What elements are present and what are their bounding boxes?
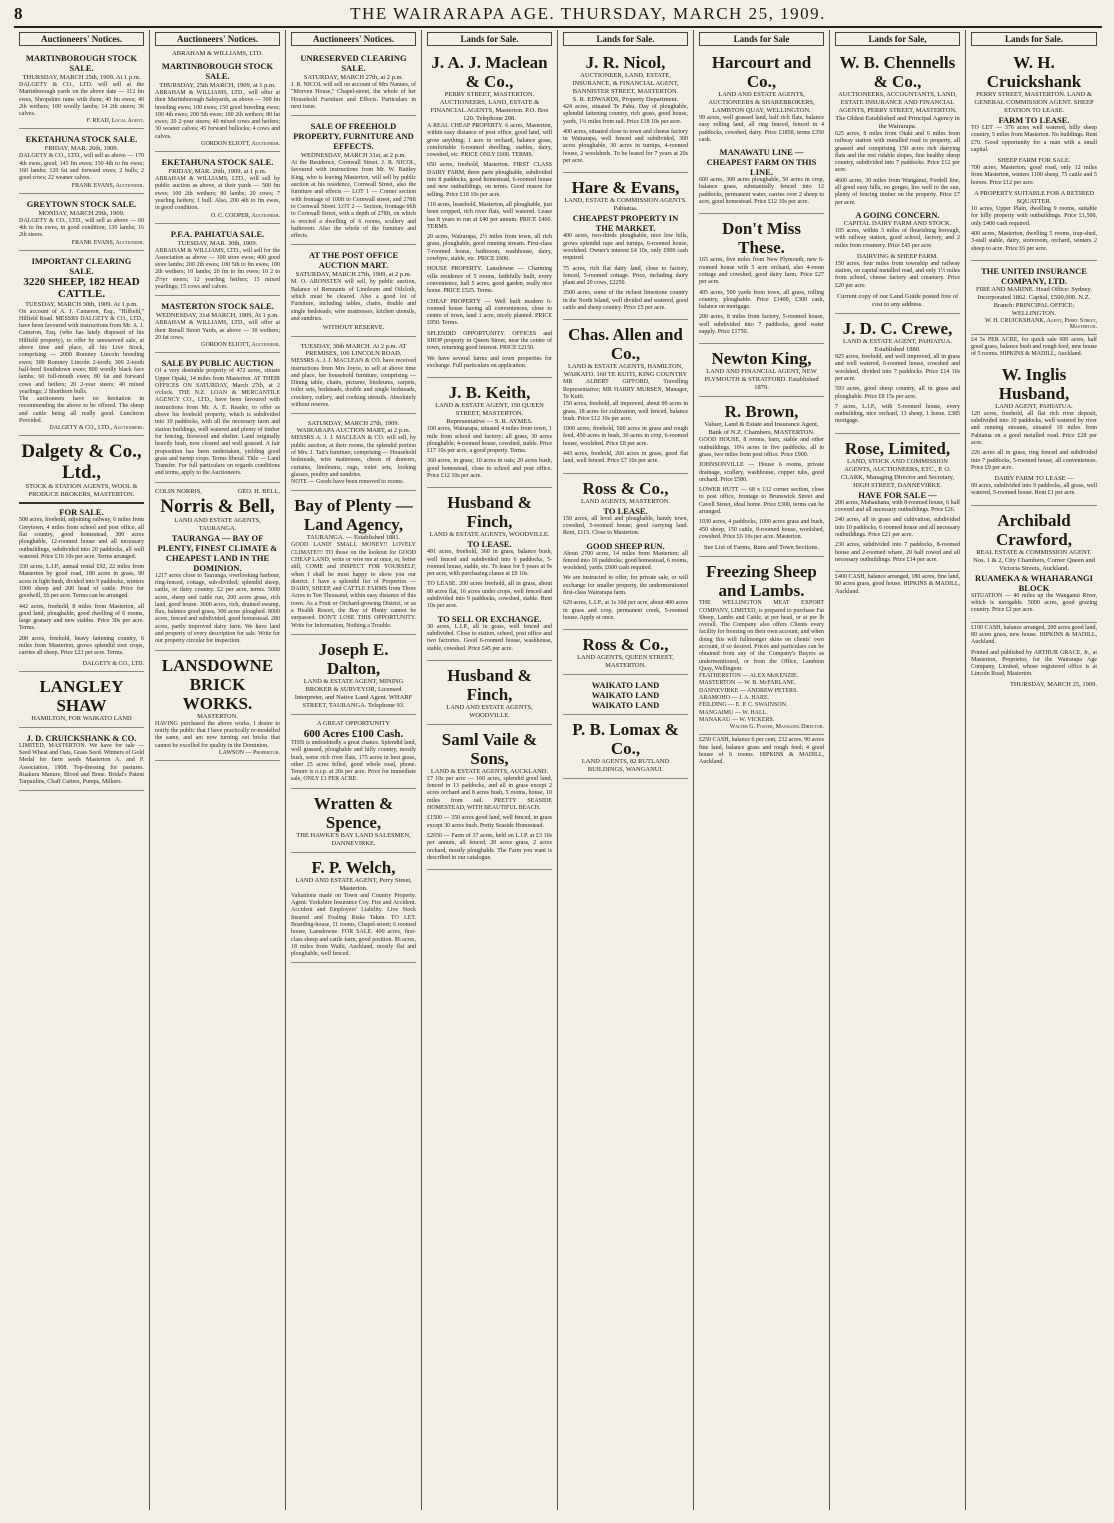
columns xyxy=(14,30,1102,1510)
ad-subtitle: PERRY STREET, MASTERTON. LAND & GENERAL COMMISSION AGENT. SHEEP STATION TO LEASE. xyxy=(974,91,1094,114)
buyer: MASTERTON — W. B. McFARLANE. xyxy=(699,680,796,687)
advertisement xyxy=(563,476,688,631)
section-heading: FARM TO LEASE. xyxy=(998,115,1070,125)
ad-title: Chas. Allen and Co., xyxy=(568,325,683,364)
listing: £100 CASH, balance arranged, 200 acres good land, 80 acres grass, new house. HIPKINS & MADILL, Auckland. xyxy=(971,624,1097,646)
ad-body: ABRAHAM & WILLIAMS, LTD., will offer at their Martinborough Saleyards, as above — 300 fm breeding ewes; 100 ewes; 150 good breeding ewes; 100 4th ewes; 200 5th ewes; 100 2th wethers; 80 fat ewes; 20 2-year steers; 40 mixed cows and heifers; 30 weaner calves; 45 forward bullocks; 4 cows and calves. xyxy=(155,90,280,140)
ad-title: J. D. CRUICKSHANK & CO. xyxy=(26,732,137,743)
ad-subtitle: THE HAWKE'S BAY LAND SALESMEN, DANNEVIRKE. xyxy=(296,831,411,847)
ad-headline: TAURANGA — BAY OF PLENTY, FINEST CLIMATE & CHEAPEST LAND IN THE DOMINION. xyxy=(157,532,278,573)
ad-subtitle: LAND, STOCK AND COMMISSION AGENTS, AUCTIONEERS, ETC., P. O. CLARK, Managing Director and Secretary, HIGH STREET, DANNEVIRKE. xyxy=(840,457,955,489)
ad-subtitle: AUCTIONEERS, ACCOUNTANTS, LAND, ESTATE INSURANCE AND FINANCIAL AGENTS, PERRY STREET, MASTERTON. xyxy=(838,91,957,114)
ad-partners xyxy=(155,488,280,496)
ad-representative: MR ALBERT GIFFORD, Travelling Representative; MR HARRY MURSEN, Manager, Te Kuiti. xyxy=(563,379,688,400)
advertisement xyxy=(19,131,144,193)
advertisement xyxy=(291,416,416,491)
ad-subtitle: LAND & ESTATE AGENTS, AUCKLAND. xyxy=(430,767,549,775)
listing: 165 acres, five miles from New Plymouth, new 6-roomed house with 5 acre orchard, also 4-room cottage and cowshed, good dairy farm. Price £27 per acre. xyxy=(699,257,824,286)
advertisement xyxy=(563,717,688,779)
ad-body: On account of A. J. Cameron, Esq., "Hilfield," Hilfield Road. MESSRS DALGETY & CO., LTD., have been favoured with instructions from Mr. A. J. Cameron, Esq. (who has lately disposed of his Hilfield property), to offer by unreserved sale, at above time and place, all his Live Stock, comprising — 2000 Romney Lincoln breeding ewes; 300 Romney Lincoln 2-tooth; 300 2-tooth half-bred Southdown ewes; 800 woolly black face lambs; 60 full-mouth ewes; 80 fat and forward cows and heifers; 20 2-year steers; 40 mixed yearlings; 2 Shorthorn bulls. xyxy=(19,308,144,395)
ad-signature: Walter G. Foster, Managing Director. xyxy=(729,724,824,731)
ad-subtitle: AUCTIONEER, LAND, ESTATE, INSURANCE, & FINANCIAL AGENT, BANNISTER STREET, MASTERTON. xyxy=(572,72,679,95)
buyer: FEATHERSTON — ALEX McKENZIE. xyxy=(699,673,799,680)
ad-body: ABRAHAM & WILLIAMS, LTD., will offer at their Renall Street Yards, as above — 30 wethers; 20 fat cows. xyxy=(155,320,280,341)
ad-title: Norris & Bell, xyxy=(160,495,275,517)
listing: 89 acres, subdivided into 9 paddocks, all grass, well watered, 5-roomed house. Rent £1 per acre. xyxy=(971,483,1097,497)
listing: SPLENDID OPPORTUNITY. OFFICES and SHOP property in Queen Street, near the centre of town, returning good interest. PRICE £2150. xyxy=(427,330,552,352)
ad-body: GOOD LAND! SMALL MONEY!! LOVELY CLIMATE!!! TO those on the lookout for GOOD CHEAP LAND, write or wire me at once, or, better still, COME and INSPECT FOR YOURSELF, when I shall be most happy to show you our district. I have a splendid list of Properties — DAIRY, SHEEP, and CATTLE FARMS from Three Acres to Ten Thousand, within easy distance of this town. As a Fruit or Orchard-growing District, or as a Health Resort, the Bay of Plenty cannot be surpassed. DON'T LOSE THIS OPPORTUNITY. Write for Information, Nothing a Trouble. xyxy=(291,542,416,629)
ad-title: Ross & Co., xyxy=(582,478,669,498)
ad-title: J. B. Keith, xyxy=(448,383,531,403)
masthead xyxy=(14,2,1102,28)
section-subheading: CAPITAL DAIRY FARM AND STOCK. xyxy=(843,219,952,227)
advertisement xyxy=(563,677,688,715)
advertisement xyxy=(291,50,416,116)
ad-title: W. Inglis Husband, xyxy=(998,364,1070,403)
advertisement xyxy=(699,216,824,344)
section-subheading: A PROPERTY SUITABLE FOR A RETIRED SQUATTER. xyxy=(973,190,1094,206)
listing: About 2700 acres, 14 miles from Masterton; all fenced into 10 paddocks; good homestead, 6 rooms, woolshed, yards. £600 cash required. xyxy=(563,550,688,572)
ad-line: WAIKATO LAND xyxy=(591,680,660,691)
ad-title: P.F.A. PAHIATUA SALE. xyxy=(170,228,265,239)
divider xyxy=(19,502,144,504)
ad-title: P. B. Lomax & Co., xyxy=(572,720,679,759)
ad-title: Freezing Sheep and Lambs. xyxy=(706,562,817,601)
advertisement xyxy=(427,50,552,378)
ad-title: Newton King, xyxy=(711,349,812,369)
column-heading: Auctioneers' Notices. xyxy=(155,32,280,46)
ad-body: Valuations made on Town and Country Property. Agent: Yorkshire Insurance Coy. Fire and Accident. Accident and Employers' Liability. Live Stock Insured and Foaling Risks Taken. TO LET. Boarding-house, 11 rooms, Chapel-street; 6 roomed house, Lansdowne. FOR SALE. 400 acres, first-class sheep and cattle farm, good position. 86 acres, 18 miles from Waihi, Auckland, mostly flat and ploughable, well fenced. xyxy=(291,892,416,958)
ad-subtitle: LAND AGENTS, QUEEN STREET, MASTERTON. xyxy=(577,654,674,670)
ad-title: Archibald Crawford, xyxy=(995,510,1072,549)
listing: GOOD HOUSE, 8 rooms, barn, stable and other outbuildings, 10¼ acres in five paddocks, all in grass, two miles from post office. Price £900. xyxy=(699,437,824,458)
ad-title: Harcourt and Co., xyxy=(711,53,812,91)
column-heading: Lands for Sale. xyxy=(563,32,688,46)
advertisement xyxy=(563,322,688,473)
ad-title: J. R. Nicol, xyxy=(585,53,666,72)
ad-body: DALGETY & CO., LTD., will sell as above — 170 4th ewes, good; 145 fm ewes; 150 4th to fm ewes; 160 lambs; 120 fat and forward ewes; 2 bulls; 2 good cows; 22 weaner calves. xyxy=(19,153,144,182)
advertisement xyxy=(971,362,1097,506)
ad-note: See List of Farms, Runs and Town Sections. xyxy=(703,544,820,552)
advertisement xyxy=(155,355,280,482)
column-2 xyxy=(150,30,286,1510)
advertisement xyxy=(19,196,144,251)
listing: 110 acres, leasehold, Masterton, all ploughable, just been cropped, rich river flats, well watered. Lease has 8 years to run at £40 per annum. PRICE £400. TERMS. xyxy=(427,201,552,230)
ad-title: Hare & Evans, xyxy=(571,178,680,198)
ad-body: DALGETY & CO., LTD., will sell as above — 60 4th to fm ewes, in good condition; 130 lambs; 16 2th steers. xyxy=(19,217,144,239)
ad-note: Current copy of our Land Guide posted free of cost to any address. xyxy=(836,293,959,309)
advertisement xyxy=(291,339,416,414)
listing: 230 acres, subdivided into 7 paddocks, 8-roomed house and 2-roomed whare, 20 half rowed and all necessary outbuildings. Price £14 per acre. xyxy=(835,542,960,563)
advertisement xyxy=(291,855,416,964)
listing: 200 acres, freehold, heavy fattening country, 6 miles from Masterton, grows splendid root crops, carries all sheep. Price £23 per acre. Terms. xyxy=(19,635,144,657)
advertisement xyxy=(291,717,416,789)
listing: LOWER HUTT — 68 x 132 corner section, close to post office, frontage to Brunswick Street and Cavell Street, ideal home. Price £300, terms can be arranged. xyxy=(699,487,824,516)
ad-date: SATURDAY, MARCH 27th, 1909, at 2 p.m. xyxy=(295,271,412,279)
ad-title: SALE OF FREEHOLD PROPERTY, FURNITURE AND EFFECTS. xyxy=(293,121,414,152)
ad-kicker: A GREAT OPPORTUNITY xyxy=(316,719,391,727)
advertisement xyxy=(427,490,552,661)
advertisement xyxy=(971,508,1097,623)
listing: 150 acres, four miles from township and railway station, on capital metalled road, and only 1½ miles from school, cheese factory and creamery. Price £20 per acre. xyxy=(835,260,960,289)
ad-line: WAIKATO LAND xyxy=(591,700,660,711)
ad-date: FRIDAY, MAR. 26th, 1909. xyxy=(44,145,119,153)
listing: 105 acres, within 3 miles of flourishing borough, with railway station, good school, factory, and 2 miles from creamery. Price £45 per acre. xyxy=(835,227,960,249)
ad-title: J. D. C. Crewe, xyxy=(842,319,953,339)
listing: 700 acres, Masterton, good road, only 12 miles from Masterton, winters 1100 sheep, 75 cattle and 5 horses. Price £12 per acre. xyxy=(971,165,1097,186)
ad-date: MONDAY, MARCH 29th, 1909. xyxy=(38,209,125,217)
ad-subtitle: STOCK & STATION AGENTS, WOOL & PRODUCE BROKERS, MASTERTON. xyxy=(25,483,138,499)
ad-signature: GORDON ELIOTT, Auctioneer. xyxy=(201,141,280,148)
advertisement xyxy=(19,674,144,728)
column-8 xyxy=(966,30,1102,1510)
ad-date: WEDNESDAY, MARCH 31st, at 2 p.m. xyxy=(300,152,407,160)
advertisement xyxy=(971,50,1097,261)
column-6 xyxy=(694,30,830,1510)
column-heading: Auctioneers' Notices. xyxy=(19,32,144,46)
partner-name: GEO. H. BELL, xyxy=(237,487,280,495)
advertisement xyxy=(155,58,280,152)
ad-line: WAIKATO LAND xyxy=(591,690,660,701)
listing: 925 acres, freehold, and well improved, all in grass and well watered, 6-roomed house, cowshed and woolshed, divided into 7 paddocks. Price £14 10s per acre. xyxy=(835,354,960,382)
newspaper-title: THE WAIRARAPA AGE. THURSDAY, MARCH 25, 1909. xyxy=(350,4,826,23)
ad-subtitle: LAND AND ESTATE AGENTS, WOODVILLE. xyxy=(446,703,533,719)
advertisement xyxy=(427,663,552,725)
ad-title: Don't Miss These. xyxy=(722,219,801,258)
ad-subtitle: LAND, ESTATE & COMMISSION AGENTS. Pahiatua. xyxy=(564,197,687,213)
section-heading: TO LEASE. xyxy=(603,505,648,516)
ad-date: THURSDAY, 25th MARCH, 1909, at 1 p.m. xyxy=(159,82,276,89)
ad-signature: W. H. CRUICKSHANK, Agent, Perry Street, Masterton. xyxy=(984,317,1097,330)
ad-date: WEDNESDAY, 31st MARCH, 1909, At 1 p.m. xyxy=(156,312,279,320)
ad-title: EKETAHUNA STOCK SALE. xyxy=(25,134,138,145)
ad-title: LANSDOWNE BRICK WORKS. xyxy=(161,655,274,713)
advertisement xyxy=(835,436,960,572)
ad-subtitle: LAND AGENT, PAHIATUA. xyxy=(995,402,1073,410)
ad-representative: Representative — S. R. AYMES. xyxy=(446,418,533,426)
ad-title: Dalgety & Co., Ltd., xyxy=(21,441,142,484)
listing: 360 acres, in grass; 10 acres in oats; 20 acres bush, good homestead, close to school and post office. Price £12 10s per acre. xyxy=(427,458,552,479)
ad-signature: LAWSON — Proprietor. xyxy=(218,749,280,756)
ad-subtitle: LAND AND ESTATE AGENTS, TAURANGA. xyxy=(174,516,261,532)
listing: CHEAP PROPERTY — Well built modern 6-roomed house having all conveniences, close to centre of town, land 1 acre, nicely planted. PRICE £950. Terms. xyxy=(427,298,552,327)
ad-body: MESSRS A. J. J. MACLEAN & CO. will sell, by public auction, at their rooms, the splendid portion of Mrs. J. Tait's furniture, comprising — Household bedsteads, wire mattresses, chests of drawers, curtains, linoleums, rugs, toilet sets, looking glasses, poultry and sundries. xyxy=(291,435,416,478)
advertisement xyxy=(155,154,280,223)
listing: 226 acres all in grass, ring fenced and subdivided into 7 paddocks, 5-roomed house, all conveniences. Price £9 per acre. xyxy=(971,450,1097,471)
ad-representative: S. R. EDWARDS, Property Department. xyxy=(572,96,679,103)
listing: 400 acres, Masterton, dwelling 5 rooms, trap-shed, 3-stall stable, dairy, storeroom, orchard, winters 2 sheep to acre. Price £6 per acre. xyxy=(971,230,1097,252)
advertisement xyxy=(563,632,688,675)
listing: JOHNSONVILLE — House 6 rooms, private drainage, scullery, washhouse, copper tubs, good orchard. Price £580. xyxy=(699,462,824,483)
listing: 443 acres, freehold, 260 acres in grass, good flat land, well fenced. Price £7 10s per acre. xyxy=(563,451,688,465)
listing: TO LET — 376 acres well watered, hilly sheep country, 5 miles from Masterton. No buildings. Rent £70. Good opportunity for a man with a small capital. xyxy=(971,125,1097,153)
ad-date: THURSDAY, MARCH 25th, 1909. At 1 p.m. xyxy=(22,74,141,81)
ad-title: Saml Vaile & Sons, xyxy=(441,729,538,768)
ad-body: J. R. NICOL will sell on account of Mrs Nannes, of "Morven House," Chapel-street, the whole of her Household Furniture and Effects. Particulars in next issue. xyxy=(291,82,416,110)
section-heading: HAVE FOR SALE — xyxy=(858,489,937,500)
ad-title: Ross & Co., xyxy=(582,635,669,655)
listing: 200 acres, Mahauhana, with 8-roomed house, 6 half covered and all necessary outbuildings. Price £26. xyxy=(835,499,960,514)
listing: 3500 acres, some of the richest limestone country in the North Island, well divided and watered, good cattle and sheep country. Price £5 per acre. xyxy=(563,290,688,312)
column-1 xyxy=(14,30,150,1510)
ad-title: Wratten & Spence, xyxy=(313,793,394,832)
column-4 xyxy=(422,30,558,1510)
ad-title: MASTERTON STOCK SALE. xyxy=(161,301,274,312)
advertisement xyxy=(835,316,960,434)
listing: 30 acres, L.I.P., all in grass, well fenced and subdivided. Close to station, school, post office and two factories. Good 6-roomed house, washhouse, stable, cowshed. Price £45 per acre. xyxy=(427,623,552,652)
ad-signature: F. READ, Local Agent. xyxy=(86,118,144,125)
listing: £400 CASH, balance arranged, 180 acres, fine land, 80 acres grass, good house. HIPKINS & MADILL, Auckland. xyxy=(835,574,960,595)
listing: 508 acres, freehold, adjoining railway, 6 miles from Greytown, 4 miles from school and post office, all flat country, good homestead, 300 acres ploughable, 12-roomed house and all necessary outbuildings, subdivided into 20 paddocks, all well watered. Price £16 10s per acre. Terms arranged. xyxy=(19,517,144,560)
ad-title: Bay of Plenty — Land Agency, xyxy=(294,496,413,535)
imprint-date: THURSDAY, MARCH 25, 1909. xyxy=(1009,680,1097,688)
advertisement xyxy=(19,730,144,792)
section-heading: RUAMEKA & WHAHARANGI BLOCK xyxy=(975,572,1093,593)
listing: 200 acres, 8 miles from factory, 5-roomed house, well subdivided into 7 paddocks, good water supply. Price £1750. xyxy=(699,314,824,336)
ad-subtitle: LAND & ESTATE AGENT, 150 QUEEN STREET, MASTERTON. xyxy=(435,402,544,418)
ad-subtitle: TAURANGA. — Established 1881. xyxy=(306,534,401,542)
ad-subtitle: LAND AGENTS, 82 RUTLAND BUILDINGS, WANGANUI. xyxy=(581,758,670,774)
listing: 240 acres, all in grass and cultivation, subdivided into 10 paddocks, 6 roomed house and all necessary outbuildings. Price £21 per acre. xyxy=(835,517,960,538)
listing: 424 acres, situated Te Pahu, Day of ploughable, splendid fattening country, rich grass, good house, yards, 1¼ miles from rail. Price £18 10s per acre. xyxy=(563,104,688,125)
ad-title: Husband & Finch, xyxy=(447,493,532,532)
advertisement xyxy=(19,438,144,671)
listing: 650 acres, freehold, Masterton. FIRST CLASS DAIRY FARM, three parts ploughable, subdivided into 8 paddocks, good homestead, 6-roomed house and new outbuildings, on terms. Good reason for selling. Price £18 10s per acre. xyxy=(427,162,552,198)
section-heading: TO SELL OR EXCHANGE. xyxy=(437,613,542,624)
ad-subtitle: LAND AND FINANCIAL AGENT, NEW PLYMOUTH & STRATFORD. Established 1879. xyxy=(704,368,819,392)
section-heading: A GOING CONCERN. xyxy=(855,209,940,220)
advertisement xyxy=(699,50,824,214)
ad-signature: GORDON ELIOTT, Auctioneer. xyxy=(201,342,280,349)
column-heading: Lands for Sale. xyxy=(427,32,552,46)
ad-subtitle: LAND AND ESTATE AGENTS, AUCTIONEERS & SHAREBROKERS, LAMBTON QUAY, WELLINGTON. xyxy=(708,91,815,114)
ad-body: HAVING purchased the above works, I desire to notify the public that I have practically re-modelled the same, and am now turning out bricks that cannot be excelled for quality in the Dominion. xyxy=(155,720,280,749)
column-heading: Lands for Sale, xyxy=(835,32,960,46)
advertisement xyxy=(563,50,688,173)
listing: 625 acres, 8 miles from Otaki and 6 miles from railway station with metalled road to property, all grassed and comprising 150 acres rich dairying flats and the rest ridable slopes, fine healthy sheep country, subdivided into 7 paddocks. Price £12 per acre. xyxy=(835,131,960,174)
section-heading: FOR SALE. xyxy=(59,507,104,518)
advertisement xyxy=(291,118,416,245)
listing: We are instructed to offer, for private sale, or will exchange for smaller property, the undermentioned first-class Wairarapa farm. xyxy=(563,575,688,596)
ad-subtitle: LAND AND ESTATE AGENT, Perry Street, Masterton. xyxy=(295,876,412,892)
listing: 1030 acres, 4 paddocks, 1000 acres grass and bush, 450 sheep, 150 cattle, 8-roomed house, woolshed, cowshed. Price £6 10s per acre. Masterton. xyxy=(699,519,824,540)
listing: 400 acres, situated close to town and cheese factory in Wairarapa, well fenced and subdivided, 300 acres ploughable, 30 acres in turnips, 4-roomed house, 2 woolsheds. To be leased for 7 years at 20s per acre. xyxy=(563,128,688,165)
ad-body: THE WELLINGTON MEAT EXPORT COMPANY, LIMITED, is prepared to purchase Fat Sheep, Lambs and Cattle, at per head, or at per lb overall. The Company also offers Clients every facility for freezing on their own account, and when doing this will fullmonger skins on clients' own account, if so desired. Prices and particulars can be obtained from any of the Company's Buyers as undermentioned, or from the Office, Lambton Quay, Wellington. xyxy=(699,600,824,672)
section-heading: TO LEASE. xyxy=(467,539,512,550)
ad-title: Husband & Finch, xyxy=(447,665,532,704)
advertisement xyxy=(971,263,1097,335)
advertisement xyxy=(155,226,280,297)
ad-signature: DALGETY & CO., LTD. xyxy=(82,660,144,667)
ad-signature: O. C. COOPER, Auctioneer. xyxy=(210,212,280,219)
ad-title: MARTINBOROUGH STOCK SALE. xyxy=(25,53,138,73)
listing: 442 acres, freehold, 8 miles from Masterton, all good land, ploughable, good dwelling of 6 rooms, large granary and new stables. Price 30s per acre. Terms. xyxy=(19,603,144,632)
advertisement xyxy=(19,253,144,437)
ad-title: UNRESERVED CLEARING SALE. xyxy=(300,53,407,73)
listing: We have several farms and town properties for exchange. Full particulars on application. xyxy=(427,355,552,369)
listing: £1500 — 350 acres good land, well fenced, in grass except 30 acres bush. Pretty Seaside Homestead. xyxy=(427,815,552,829)
advertisement xyxy=(291,247,416,337)
advertisement xyxy=(563,175,688,320)
listing: 100 acres, Wairarapa, situated 4 miles from town, 1 mile from school and factory; all grass, 30 acres ploughable; 4-roomed house, cowshed, stable. Price £17 10s per acre, a good property. Terms. xyxy=(427,426,552,455)
advertisement xyxy=(699,559,824,735)
listing: 600 acres, 300 acres ploughable, 50 acres in crop, balance grass, substantially fenced into 12 paddocks, permanent water, carries over 2 sheep to acre, good homestead. Price £12 10s per acre. xyxy=(699,177,824,206)
section-subheading: DAIRY FARM TO LEASE — xyxy=(994,475,1074,483)
buyer: MANAKAU — W. VICKERS. xyxy=(699,716,775,723)
listing: £7 10s per acre — 160 acres, splendid good land, fenced in 13 paddocks, and all in grass except 2 acres orchard and 8 acres bush, 5 rooms, house, 10 miles from rail. PRETTY SEASIDE HOMESTEAD, WITH BEAUTIFUL BEACH. xyxy=(427,775,552,812)
listing: 400 acres, two-thirds ploughable, nice low hills, grows splendid rape and turnips, 6-roomed house, woolshed. Owner's interest £4 10s, only £900 cash required. xyxy=(563,233,688,262)
page-number: 8 xyxy=(14,4,23,23)
ad-title: R. Brown, xyxy=(724,402,799,422)
ad-date: SATURDAY, MARCH 27th, 1909. WAIRARAPA AUCTION MART, at 2 p.m. xyxy=(296,420,411,435)
ad-subtitle: LAND & ESTATE AGENT, MINING BROKER & SURVEYOR, Licensed Interpreter, and Native Land Agent. WHARF STREET, TAURANGA. Telephone 93. xyxy=(294,677,413,709)
listing: 491 acres, freehold, 360 in grass, balance bush, well fenced and subdivided into 6 paddocks, 5-roomed house, stable, etc. To lease for 5 years at 9s per acre, with purchasing clause at £9 10s. xyxy=(427,549,552,578)
listing: £4 5s PER ACRE, for quick sale 600 acres, half good grass, balance bush and rough feed, new house of 5 rooms. HIPKINS & MADILL, Auckland. xyxy=(971,336,1097,358)
section-subheading: DAIRYING & SHEEP FARM. xyxy=(857,252,938,260)
ad-date: SATURDAY, MARCH 27th, at 2 p.m. xyxy=(303,74,404,81)
ad-title: Joseph E. Dalton, xyxy=(318,639,389,678)
ad-body: DALGETY & CO., LTD. will sell at the Martinborough yards on the above date — 112 fm ewes, Shropshire rams with them; 40 fm ewes; 40 2th wethers; 100 woolly lambs; 14 2th steers; 36 calves. xyxy=(19,82,144,118)
ad-subtitle: FIRE AND MARINE. Head Office: Sydney. Incorporated 1862. Capital, £500,000. N.Z. Branch: PRINCIPAL OFFICE: WELLINGTON. xyxy=(976,285,1092,317)
ad-note: The Oldest Established and Principal Agency in the Wairarapa. xyxy=(835,115,960,130)
section-heading: MANAWATU LINE — CHEAPEST FARM ON THIS LINE. xyxy=(706,147,817,178)
listing: 150 acres, freehold, all improved, about 90 acres in grass, 18 acres for cultivation, well fenced, balance bush. Price £12 10s per acre. xyxy=(563,401,688,422)
advertisement xyxy=(835,50,960,314)
advertisement xyxy=(427,380,552,488)
column-3 xyxy=(286,30,422,1510)
ad-title: W. H. Cruickshank xyxy=(986,53,1082,91)
buyer: ARAMOHO — J. A. HARE. xyxy=(699,695,770,702)
column-heading: Auctioneers' Notices. xyxy=(291,32,416,46)
buyer: FEILDING — E. P. C. SWAINSON. xyxy=(699,702,788,709)
ad-title: Rose, Limited, xyxy=(844,438,951,458)
ad-title: MARTINBOROUGH STOCK SALE. xyxy=(161,61,274,81)
ad-subtitle: LAND AGENTS, MASTERTON. xyxy=(580,497,671,505)
ad-body: M. O. ARONSTEN will sell, by public auction, Balance of Remnants of Linoleum and Oilcloth, which must be cleared. Also a good lot of Furniture, including tables, chairs, double and single bedsteads, wire mattresses, kitchen utensils, and sundries. xyxy=(291,279,416,322)
ad-title: W. B. Chennells & Co., xyxy=(839,53,956,91)
advertisement xyxy=(155,653,280,761)
ad-title: EKETAHUNA STOCK SALE. xyxy=(161,157,274,168)
ad-body: LIMITED, MASTERTON. We have for sale — Seed Wheat and Oats, Grass Seed. Winners of Gold Medal for farm seeds Masterton A. and P. Association, 1908. Top-dressing for pastures. Ruakura Manure, Blood and Bone. Bridal's Patent Tarpaulins, Chaff Cutters, Pumps, Milkers. xyxy=(19,742,144,786)
advertisement xyxy=(291,637,416,715)
advertisement xyxy=(291,493,416,635)
ad-subtitle: HAMILTON, FOR WAIKATO LAND xyxy=(31,714,132,722)
listing: 4600 acres, 30 miles from Wanganui, Fordell line, all good easy hills, no gorges, lies well to the sun, plenty of fencing timber on the property. Price £7 per acre. xyxy=(835,177,960,206)
ad-body: 1217 acres close to Tauranga, overlooking harbour, ring-fenced, cottage, sub-divided; splendid sheep, cattle, or dairy country. £2 per acre, terms. 5000 acres, sheep and cattle run, 200 acres grass, rich land, good house. 3600 acres, rich, drained swamp, flax, balance good grass, 300 acres ploughed. 8000 acres, fenced and subdivided, good homestead. 280 acres, partly improved dairy farm. We have land and property of every description for sale. Write for our property circular for inspection. xyxy=(155,572,280,645)
listing: 7 acres, L.I.P., with 5-roomed house, every outbuilding, nice orchard, 13 sheep, 1 horse. £385 mortgage. xyxy=(835,403,960,425)
ad-signature: FRANK EVANS, Auctioneer. xyxy=(71,239,144,246)
ad-title: GREYTOWN STOCK SALE. xyxy=(26,198,137,209)
listing: TO LEASE. 200 acres freehold, all in grass, about 80 acres flat, 16 acres under crops, well fenced and subdivided into 9 paddocks, cowshed, stable. Rent 10s per acre. xyxy=(427,581,552,610)
listing: 75 acres, rich flat dairy land, close to factory, fenced, 5-roomed cottage. Price, including dairy plant and 20 cows, £2250. xyxy=(563,265,688,287)
ad-body: At the Residence, Cornwall Street. J. R. NICOL, favoured with instructions from Mr. W. Battley King, who is leaving Masterton, will sell by public auction at his residence, Cornwall Street, also the furniture and effects — LOT 1 — Corner section with frontage of 100ft to Cornwall street, and 278ft to Cornwall Street. LOT 2 — Section, frontage 66ft to Cornwall Street, with a depth of 278ft, on which is erected a dwelling of 6 rooms, scullery and bathroom. Also the whole of the furniture and effects. xyxy=(291,160,416,240)
ad-subtitle: Valuer, Land & Estate and Insurance Agent, Bank of N.Z. Chambers, MASTERTON. xyxy=(704,421,819,437)
listing: SITUATION — 40 miles up the Wanganui River, which is navigable. 5000 acres, good grazing country. Price £2 per acre. xyxy=(971,592,1097,614)
ad-subtitle: MASTERTON. xyxy=(197,712,238,720)
ad-signature: FRANK EVANS, Auctioneer. xyxy=(71,182,144,189)
ad-signature: DALGETY & CO., LTD., Auctioneers. xyxy=(49,425,144,432)
listing: 330 acres, L.I.P., annual rental £92, 22 miles from Masterton by good road, 180 acres in grass, 90 acres in light bush, divided into 9 paddocks, winters 1000 sheep and 200 head of cattle. Price for goodwill, £6 per acre. Terms can be arranged. xyxy=(19,564,144,600)
column-7 xyxy=(830,30,966,1510)
ad-subtitle: LAND & ESTATE AGENT, PAHIATUA. Established 1880. xyxy=(843,338,952,354)
partner-name: COLIN NORRIS, xyxy=(155,487,202,495)
ad-headline: 600 Acres £100 Cash. xyxy=(303,727,404,740)
advertisement xyxy=(699,346,824,397)
ad-subtitle: LAND & ESTATE AGENTS, HAMILTON, WAIKATO. 160 TE KUITI, KING COUNTRY xyxy=(563,363,688,379)
ad-date: TUESDAY, MAR. 30th, 1909. xyxy=(177,239,258,247)
ad-body: ABRAHAM & WILLIAMS, LTD., will sell by public auction as above, at their yards — 500 fm ewes; 100 2th wethers; 80 lambs; 20 cows; 7 yearling heifers; 1 bull. Also, 200 4th to fm ewes, in good condition. xyxy=(155,176,280,212)
buyer: MANGAIMU — W. HALL. xyxy=(699,709,768,716)
listing: 10 acres, Upper Plain, dwelling 9 rooms, suitable for hilly property with outbuildings. Price £1,500, only £400 cash required. xyxy=(971,206,1097,227)
listing: HOUSE PROPERTY. Lansdowne — Charming villa residence of 5 rooms, faithfully built, every convenience, hall 5 acres, good garden, really nice home. PRICE £525. Terms. xyxy=(427,266,552,295)
ad-title: IMPORTANT CLEARING SALE. xyxy=(31,255,132,276)
ad-note: WITHOUT RESERVE. xyxy=(322,324,385,332)
ad-title: LANGLEY SHAW xyxy=(39,676,124,715)
advertisement xyxy=(699,399,824,557)
column-5 xyxy=(558,30,694,1510)
section-heading: CHEAPEST PROPERTY IN THE MARKET. xyxy=(572,213,679,234)
advertisement xyxy=(427,727,552,870)
listing: 405 acres, 500 yards from town, all grass, rolling country, ploughable. Price £1400, £300 cash, balance on mortgage. xyxy=(699,289,824,311)
listing: 99 acres, well grassed land, half rich flats, balance easy rolling land, all ring fenced, fenced in 4 paddocks, cowshed, dairy. Price £1850, terms £350 cash. xyxy=(699,115,824,143)
listing: 120 acres, freehold, all flat rich river deposit, subdivided into 10 paddocks, well watered by river and running streams, situated 10 miles from Pahiatua on a good metalled road. Price £28 per acre. xyxy=(971,410,1097,446)
ad-body: MESSRS A. J. J. MACLEAN & CO. have received instructions from Mrs Joyce, to sell at above time and place, her household furniture, comprising — Dining table, chairs, pictures, linoleums, carpets, toilet sets, bedsteads, double and single bedsteads, crockery, cutlery, and cooking utensils. Absolutely without reserve. xyxy=(291,358,416,409)
advertisement xyxy=(155,485,280,651)
ad-title: AT THE POST OFFICE AUCTION MART. xyxy=(308,250,399,271)
listing: 20 acres, Wairarapa, 2½ miles from town, all rich grass, ploughable, good running stream. First-class 7-roomed house, bathroom, washhouse, dairy, cowbyre, stable, etc. PRICE £600. xyxy=(427,234,552,263)
listing: £2650 — Farm of 37 acres, held on L.I.P. at £3 10s per annum, all fenced, 20 acres grass, 2 acres orchard, mostly ploughable. The Farm you want is described in our catalogue. xyxy=(427,832,552,861)
printer-imprint: Printed and published by ARTHUR GRACE, Jr., at Masterton, Proprietor, for the Wairarapa Age Company, Limited, whose registered office is at Lincoln Road, Masterton. xyxy=(971,649,1097,678)
column-heading: Lands for Sale xyxy=(699,32,824,46)
ad-subtitle: LAND & ESTATE AGENTS, WOODVILLE. xyxy=(429,531,550,539)
ad-subtitle: PERRY STREET, MASTERTON. AUCTIONEERS, LAND, ESTATE & FINANCIAL AGENTS, Masterton. P.O. Box 120. Telephone 208. xyxy=(430,91,549,122)
listing: A REAL CHEAP PROPERTY. 6 acres, Masterton, within easy distance of post office, good land, will grow anything; 1 acre in orchard, balance grass, comfortable 6-roomed dwelling, stables, dairy, cowshed, etc. PRICE ONLY £600. TERMS. xyxy=(427,123,552,159)
agent-name: ABRAHAM & WILLIAMS, LTD. xyxy=(172,50,263,57)
ad-date: TUESDAY, 30th MARCH. At 2 p.m. AT PREMISES, 106 LINCOLN ROAD. xyxy=(300,343,407,358)
ad-title: J. A. J. Maclean & Co., xyxy=(431,53,548,91)
advertisement xyxy=(291,791,416,853)
ad-headline: 3220 SHEEP, 182 HEAD CATTLE. xyxy=(23,275,140,300)
section-subheading: SHEEP FARM FOR SALE. xyxy=(997,157,1071,165)
section-heading: GOOD SHEEP RUN. xyxy=(586,540,665,551)
ad-note: NOTE — Goods have been removed to rooms. xyxy=(291,479,404,486)
advertisement xyxy=(155,298,280,353)
ad-note: The auctioneers have no hesitation in recommending the above to be offered. The sheep and cattle being all really good. Luncheon Provided. xyxy=(19,396,144,425)
listing: £250 CASH, balance 6 per cent, 232 acres, 90 acres fine land, balance grass and rough feed; 4 good house of 6 rooms. HIPKINS & MADILL, Auckland. xyxy=(699,737,824,766)
ad-title: F. P. Welch, xyxy=(311,857,396,877)
ad-subtitle: REAL ESTATE & COMMISSION AGENT. Nos. 1 & 2, City Chambers, Corner Queen and Victoria Streets, Auckland. xyxy=(973,548,1095,572)
listing: 1000 acres, freehold, 500 acres in grass and rough feed, 450 acres in bush, 30 acres in crop, 6-roomed house, woolshed. Price £8 per acre. xyxy=(563,426,688,447)
ad-date: FRIDAY, MAR. 26th, 1909, at 1 p.m. xyxy=(168,168,267,176)
ad-body: ABRAHAM & WILLIAMS, LTD., will sell for the Association as above — 100 store ewes; 400 good store lambs; 200 2th ewes; 100 5th to fm ewes; 100 2th wethers; 10 lambs; 20 fm to fm ewes; 10 2 to 2½yr steers; 12 yearling heifers; 15 mixed yearlings; 15 cows and calves. xyxy=(155,247,280,291)
ad-body: Of a very desirable property of 472 acres, situate Upper Opaki, 14 miles from Masterton. AT THEIR OFFICES ON SATURDAY, March 27th, at 2 o'clock. THE N.Z. LOAN & MERCANTILE AGENCY CO., LTD., have been favoured with instructions from Mr. A. E. Reader, to offer as above his freehold property, which is subdivided into 10 paddocks, with all the necessary farm and station buildings, well watered and plenty of timber for fencing, firewood and shelter. Land originally heavily bush, now cleared and well grassed. A fair proposition has been undertaken, yielding good grass and turnip crops. Terms liberal. Title — Land Transfer. For full particulars on regards conditions and terms, apply to the Auctioneers. xyxy=(155,368,280,477)
ad-date: TUESDAY, MARCH 30th, 1909. At 1 p.m. xyxy=(25,300,138,308)
buyer: DANNEVIRKE — ANDREW PETERS. xyxy=(699,687,798,694)
ad-title: SALE BY PUBLIC AUCTION xyxy=(161,358,274,369)
listing: 629 acres, L.I.P., at 1s 10d per acre, about 400 acres in grass and crop, permanent creek, 5-roomed house. Apply at once. xyxy=(563,600,688,621)
advertisement xyxy=(19,50,144,129)
listing: 150 acres, all level and ploughable, handy town, cowshed, 5-roomed house; good carrying land. Rent, £115. Close to Masterton. xyxy=(563,515,688,537)
column-heading: Lands for Sale. xyxy=(971,32,1097,46)
listing: 593 acres, good sheep country, all in grass and ploughable. Price £8 15s per acre. xyxy=(835,386,960,400)
ad-title: THE UNITED INSURANCE COMPANY, LTD. xyxy=(981,265,1087,286)
ad-body: THIS is undoubtedly a great chance. Splendid land, well grassed, ploughable and hilly country, mostly bush, some rich river flats, 175 acres in best grass, other 25 acres felled, good whole road, phone. Tenure is o.r.p. at 20s per acre. Price for immediate sale, ONLY £1 PER ACRE. xyxy=(291,739,416,783)
